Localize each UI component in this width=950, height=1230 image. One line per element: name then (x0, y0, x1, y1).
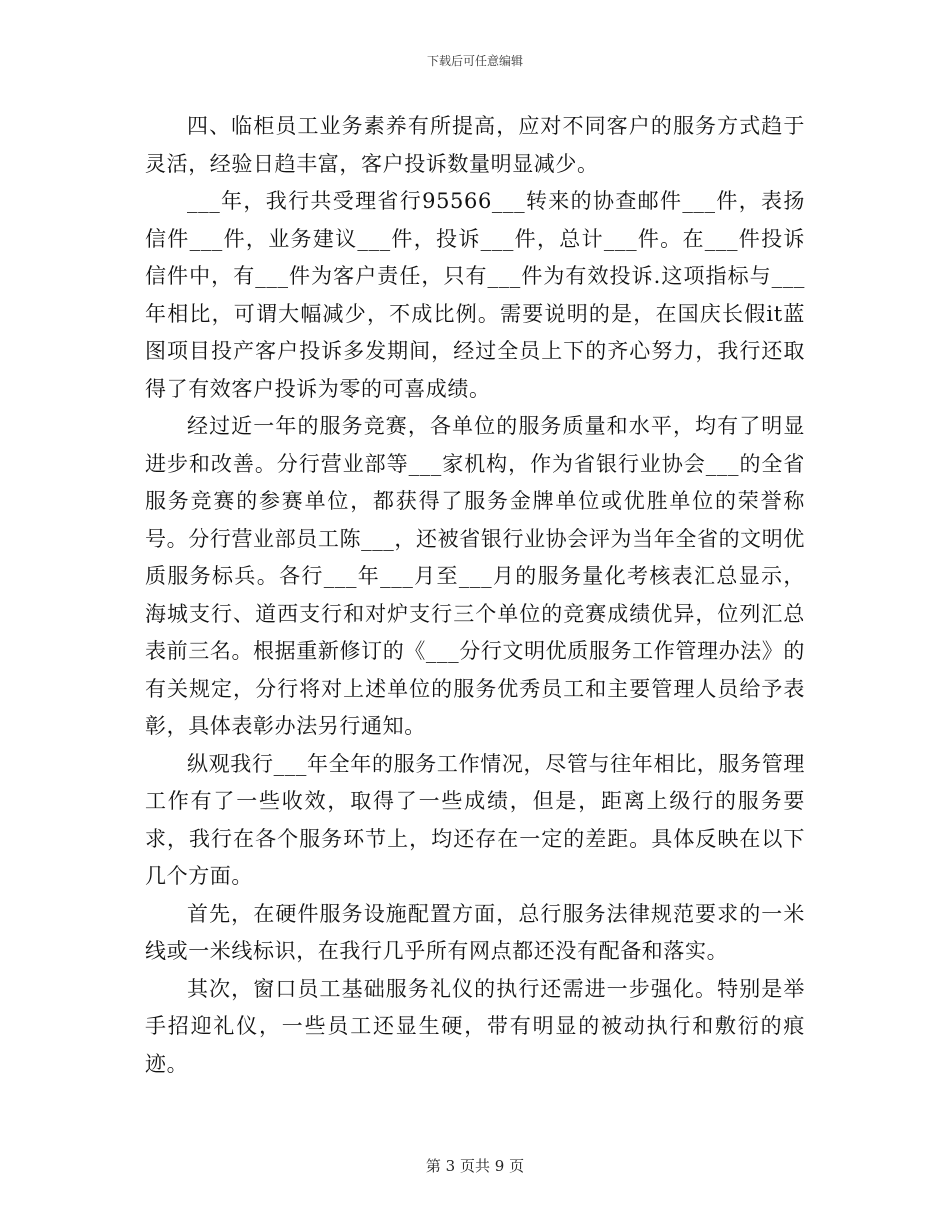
paragraph-3: 经过近一年的服务竞赛，各单位的服务质量和水平，均有了明显进步和改善。分行营业部等___家机构，作为省银行业协会___的全省服务竞赛的参赛单位，都获得了服务金牌单位或优胜单位的荣誉称号。分行营业部员工陈___，还被省银行业协会评为当年全省的文明优质服务标兵。各行___年___月至___月的服务量化考核表汇总显示，海城支行、道西支行和对炉支行三个单位的竞赛成绩优异，位列汇总表前三名。根据重新修订的《___分行文明优质服务工作管理办法》的有关规定，分行将对上述单位的服务优秀员工和主要管理人员给予表彰，具体表彰办法另行通知。 (145, 414, 805, 738)
page-footer: 第 3 页共 9 页 (425, 1157, 525, 1175)
paragraph-5: 首先，在硬件服务设施配置方面，总行服务法律规范要求的一米线或一米线标识，在我行几乎所有网点都还没有配备和落实。 (145, 901, 805, 963)
document-body (145, 108, 805, 1083)
paragraph-6: 其次，窗口员工基础服务礼仪的执行还需进一步强化。特别是举手招迎礼仪，一些员工还显生硬，带有明显的被动执行和敷衍的痕迹。 (145, 976, 805, 1076)
paragraph-4: 纵观我行___年全年的服务工作情况，尽管与往年相比，服务管理工作有了一些收效，取得了一些成绩，但是，距离上级行的服务要求，我行在各个服务环节上，均还存在一定的差距。具体反映在以下几个方面。 (145, 751, 805, 888)
paragraph-1: 四、临柜员工业务素养有所提高，应对不同客户的服务方式趋于灵活，经验日趋丰富，客户投诉数量明显减少。 (145, 114, 805, 176)
page-header: 下载后可任意编辑 (426, 54, 523, 68)
paragraph-2: ___年，我行共受理省行95566___转来的协查邮件___件，表扬信件___件，业务建议___件，投诉___件，总计___件。在___件投诉信件中，有___件为客户责任，只有___件为有效投诉.这项指标与___年相比，可谓大幅减少，不成比例。需要说明的是，在国庆长假it蓝图项目投产客户投诉多发期间，经过全员上下的齐心努力，我行还取得了有效客户投诉为零的可喜成绩。 (145, 189, 805, 401)
